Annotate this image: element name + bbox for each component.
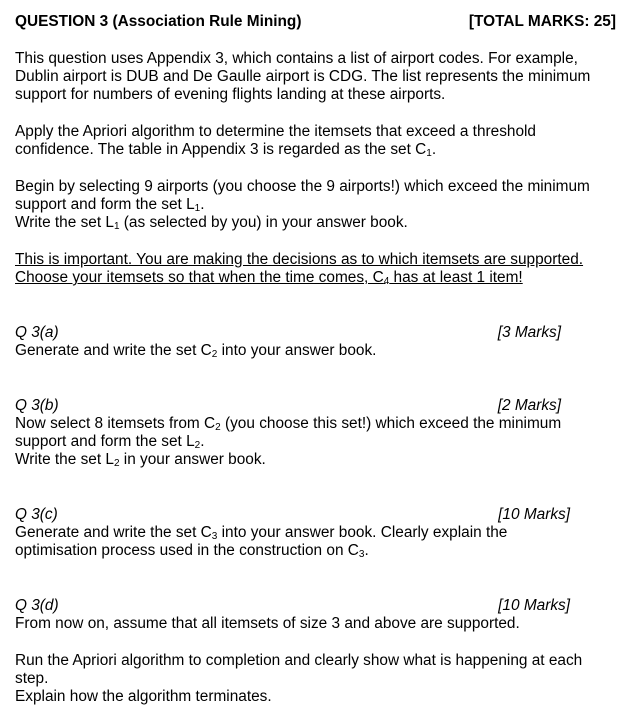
write-l1-line: Write the set $L_1$ (as selected by you) in your answer book. <box>15 214 408 232</box>
question-3b <box>15 397 620 469</box>
question-3d <box>15 597 620 633</box>
selection-instruction <box>15 178 620 232</box>
apriori-instruction: Apply the Apriori algorithm to determine the itemsets that exceed a threshold confidence. The table in Appendix 3 is regarded as the set $C_1$. <box>15 123 536 159</box>
question-3a-text: Generate and write the set $C_2$ into your answer book. <box>15 342 377 360</box>
question-3b-marks: [2 Marks] <box>497 397 561 414</box>
question-3a-header <box>15 324 561 342</box>
question-3c-marks: [10 Marks] <box>498 506 570 523</box>
question-3d-text: From now on, assume that all itemsets of size 3 and above are supported. <box>15 615 520 632</box>
question-3d-header <box>15 597 570 615</box>
question-3a <box>15 324 620 360</box>
run-apriori-instruction: Run the Apriori algorithm to completion and clearly show what is happening at each step. <box>15 652 583 687</box>
total-marks: [TOTAL MARKS: 25] <box>468 13 616 30</box>
question-3c-label: Q 3(c) <box>15 506 58 523</box>
intro-paragraph: This question uses Appendix 3, which contains a list of airport codes. For example, Dublin airport is DUB and De Gaulle airport is CDG. The list represents the minimum support for numbers of evening flights landing at these airports. <box>15 50 591 103</box>
question-3d-label: Q 3(d) <box>15 597 59 614</box>
termination-instruction: Explain how the algorithm terminates. <box>15 688 272 705</box>
question-3b-label: Q 3(b) <box>15 397 59 414</box>
question-3d-marks: [10 Marks] <box>498 597 570 614</box>
question-title: QUESTION 3 (Association Rule Mining) <box>15 13 302 30</box>
question-3b-header <box>15 397 561 415</box>
question-3b-text: Now select 8 itemsets from $C_2$ (you choose this set!) which exceed the minimum support and form the set $L_2$. <box>15 415 562 451</box>
question-3c <box>15 506 620 560</box>
important-note: This is important. You are making the decisions as to which itemsets are supported. Choose your itemsets so that when the time comes, $C_4$ has at least 1 item! <box>15 251 584 287</box>
question-header <box>15 13 620 31</box>
question-document <box>15 13 620 706</box>
question-3c-header <box>15 506 570 524</box>
selection-line: Begin by selecting 9 airports (you choose the 9 airports!) which exceed the minimum support and form the set $L_1$. <box>15 178 590 214</box>
question-3a-marks: [3 Marks] <box>497 324 561 341</box>
question-3c-text: Generate and write the set $C_3$ into your answer book. Clearly explain the optimisation process used in the construction on $C_3$. <box>15 524 508 560</box>
question-3a-label: Q 3(a) <box>15 324 59 341</box>
question-3b-write-line: Write the set $L_2$ in your answer book. <box>15 451 266 469</box>
